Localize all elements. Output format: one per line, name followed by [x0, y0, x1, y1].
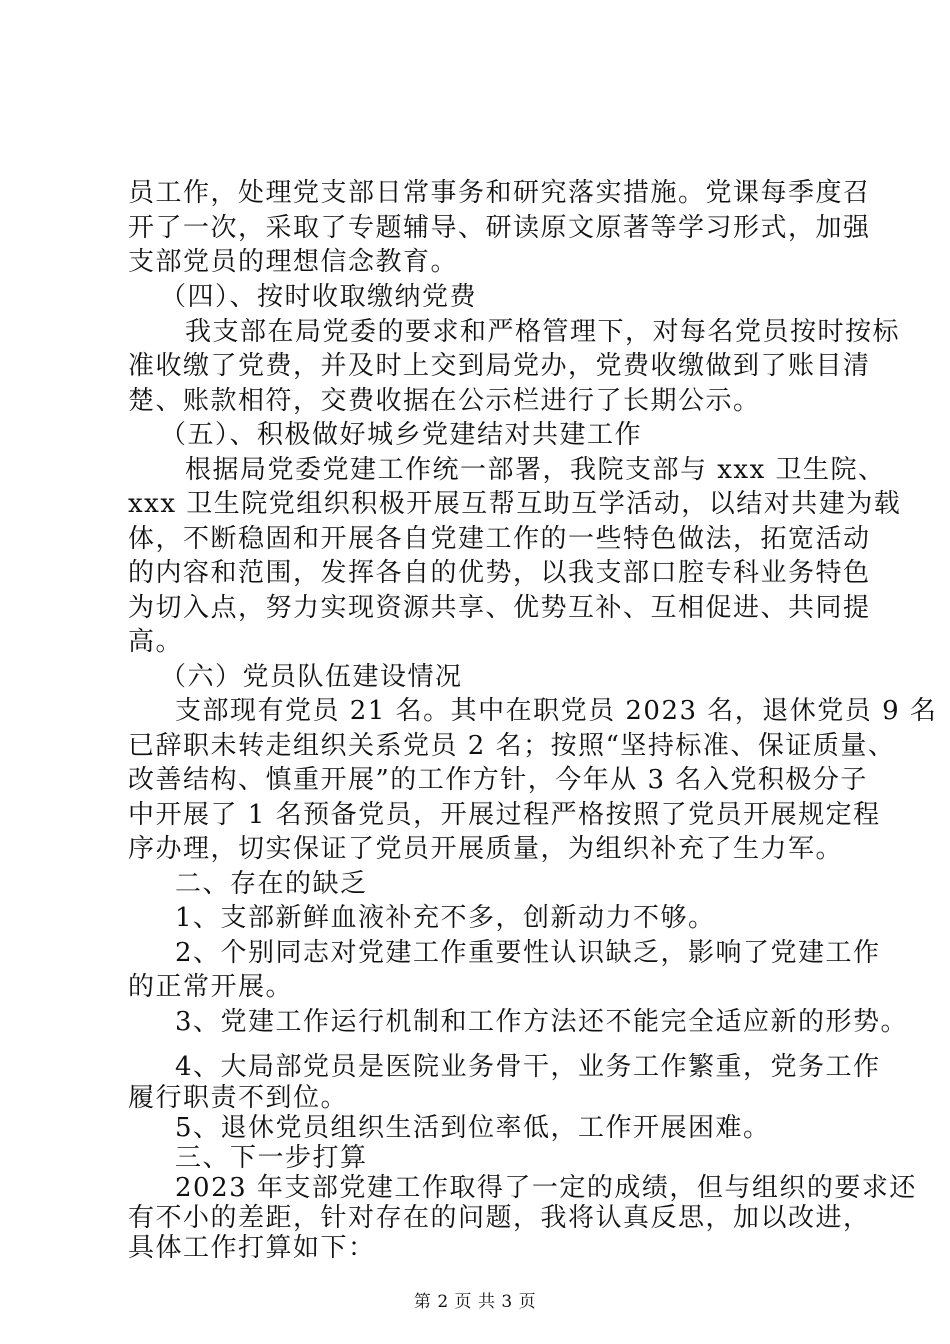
list-item: 1、支部新鲜血液补充不多，创新动力不够。 — [175, 903, 716, 933]
paragraph-line: 我支部在局党委的要求和严格管理下，对每名党员按时按标 — [185, 317, 901, 347]
paragraph-line: 根据局党委党建工作统一部署，我院支部与 xxx 卫生院、 — [185, 455, 886, 485]
paragraph-line: xxx 卫生院党组织积极开展互帮互助互学活动，以结对共建为载 — [128, 489, 902, 519]
paragraph-line: 开了一次，采取了专题辅导、研读原文原著等学习形式，加强 — [128, 213, 871, 243]
paragraph-line: 体，不断稳固和开展各自党建工作的一些特色做法，拓宽活动 — [128, 524, 871, 554]
paragraph-line: 员工作，处理党支部日常事务和研究落实措施。党课每季度召 — [128, 178, 871, 208]
paragraph-line: 已辞职未转走组织关系党员 2 名；按照“坚持标准、保证质量、 — [128, 731, 896, 761]
paragraph-line: 的内容和范围，发挥各自的优势，以我支部口腔专科业务特色 — [128, 558, 871, 588]
paragraph-line: 履行职责不到位。 — [128, 1083, 349, 1113]
page-number: 第 2 页 共 3 页 — [413, 1292, 537, 1312]
paragraph-line: 中开展了 1 名预备党员，开展过程严格按照了党员开展规定程 — [128, 800, 881, 830]
paragraph-line: 2023 年支部党建工作取得了一定的成绩，但与组织的要求还 — [175, 1173, 917, 1203]
list-item: 2、个别同志对党建工作重要性认识缺乏，影响了党建工作 — [175, 938, 881, 968]
section-heading: （四）、按时收取缴纳党费 — [160, 282, 478, 312]
section-heading: 三、下一步打算 — [175, 1143, 368, 1173]
paragraph-line: 准收缴了党费，并及时上交到局党办，党费收缴做到了账目清 — [128, 351, 871, 381]
paragraph-line: 楚、账款相符，交费收据在公示栏进行了长期公示。 — [128, 386, 761, 416]
list-item: 4、大局部党员是医院业务骨干，业务工作繁重，党务工作 — [175, 1052, 881, 1082]
paragraph-line: 序办理，切实保证了党员开展质量，为组织补充了生力军。 — [128, 834, 844, 864]
paragraph-line: 支部现有党员 21 名。其中在职党员 2023 名，退休党员 9 名 — [175, 696, 938, 726]
paragraph-line: 的正常开展。 — [128, 972, 294, 1002]
section-heading: 二、存在的缺乏 — [175, 869, 368, 899]
list-item: 3、党建工作运行机制和工作方法还不能完全适应新的形势。 — [175, 1007, 909, 1037]
paragraph-line: 改善结构、慎重开展”的工作方针，今年从 3 名入党积极分子 — [128, 765, 868, 795]
section-heading: （六）党员队伍建设情况 — [160, 662, 463, 692]
paragraph-line: 有不小的差距，针对存在的问题，我将认真反思，加以改进， — [128, 1203, 871, 1233]
paragraph-line: 支部党员的理想信念教育。 — [128, 247, 459, 277]
list-item: 5、退休党员组织生活到位率低，工作开展困难。 — [175, 1113, 771, 1143]
paragraph-line: 为切入点，努力实现资源共享、优势互补、互相促进、共同提 — [128, 593, 871, 623]
paragraph-line: 高。 — [128, 627, 184, 657]
paragraph-line: 具体工作打算如下： — [128, 1233, 376, 1263]
section-heading: （五）、积极做好城乡党建结对共建工作 — [160, 420, 643, 450]
